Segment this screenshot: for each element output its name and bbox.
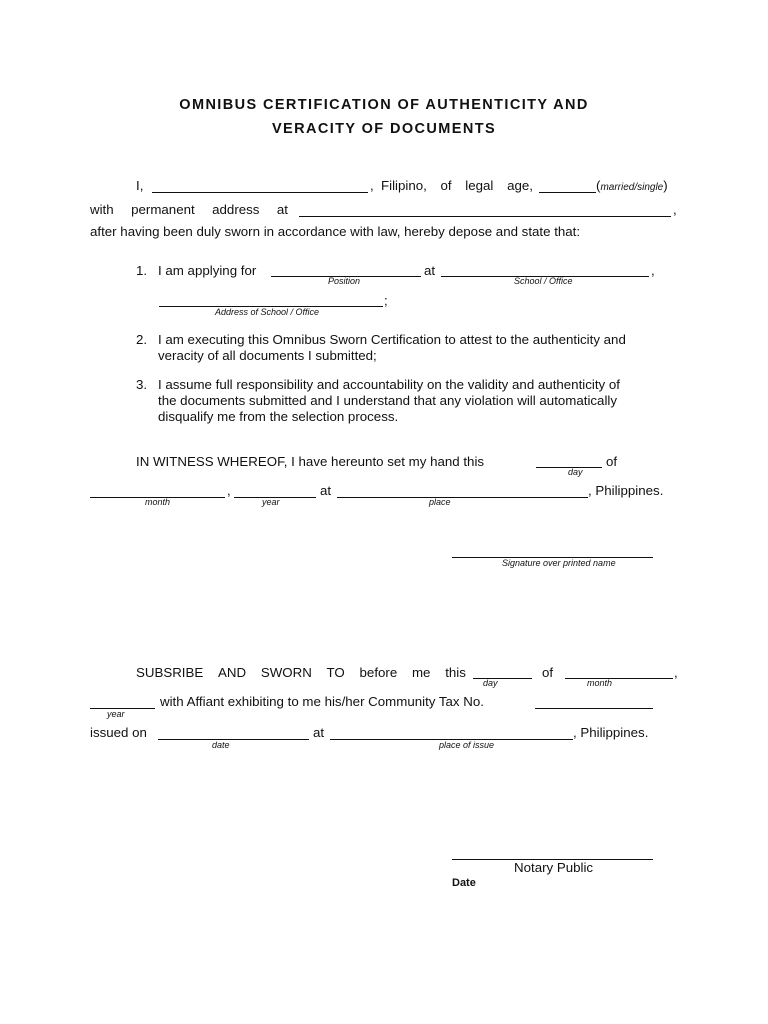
witness-place-blank[interactable] — [337, 497, 588, 498]
civil-status-blank[interactable] — [539, 192, 596, 193]
sworn-month-label: month — [587, 678, 613, 688]
item-2: 2. I am executing this Omnibus Sworn Certification to attest to the authenticity and — [136, 332, 626, 347]
school-address-label: Address of School / Office — [215, 307, 320, 317]
witness-place-label: place — [429, 497, 451, 507]
witness-day-label: day — [568, 467, 583, 477]
position-label: Position — [328, 276, 361, 286]
item-1-at: at — [424, 263, 436, 278]
intro-filipino-words: Filipino, of legal age, — [381, 178, 533, 193]
community-tax-statement: with Affiant exhibiting to me his/her Community Tax No. — [160, 694, 484, 709]
document-title-line2: VERACITY OF DOCUMENTS — [271, 121, 497, 137]
sworn-year-label: year — [107, 709, 125, 719]
civil-status-hint: married/single — [600, 182, 664, 193]
notary-date-label: Date — [452, 877, 476, 889]
school-office-label: School / Office — [514, 276, 573, 286]
intro-i: I, — [136, 178, 144, 193]
witness-year-label: year — [262, 497, 280, 507]
sworn-month-blank[interactable] — [565, 678, 673, 679]
community-tax-no-blank[interactable] — [535, 708, 653, 709]
witness-month-label: month — [145, 497, 171, 507]
signature-label: Signature over printed name — [502, 558, 616, 568]
item-3: 3. I assume full responsibility and accountability on the validity and authenticity of — [136, 377, 620, 392]
issued-date-blank[interactable] — [158, 739, 309, 740]
intro-address-words: with permanent address at — [90, 202, 288, 217]
permanent-address-blank[interactable] — [299, 216, 671, 217]
intro-sworn-statement: after having been duly sworn in accordance with law, hereby depose and state that: — [90, 224, 581, 239]
sworn-day-blank[interactable] — [473, 678, 532, 679]
sworn-statement-words: SUBSRIBE AND SWORN TO before me this — [136, 665, 466, 680]
place-of-issue-label: place of issue — [439, 740, 495, 750]
issued-date-label: date — [212, 740, 230, 750]
sworn-day-label: day — [483, 678, 498, 688]
witness-statement: IN WITNESS WHEREOF, I have hereunto set my hand this — [136, 454, 485, 469]
name-blank[interactable] — [152, 192, 368, 193]
notary-public-label: Notary Public — [514, 860, 594, 875]
document-title-line1: OMNIBUS CERTIFICATION OF AUTHENTICITY AND — [179, 97, 589, 113]
item-1: 1. I am applying for — [136, 263, 257, 278]
